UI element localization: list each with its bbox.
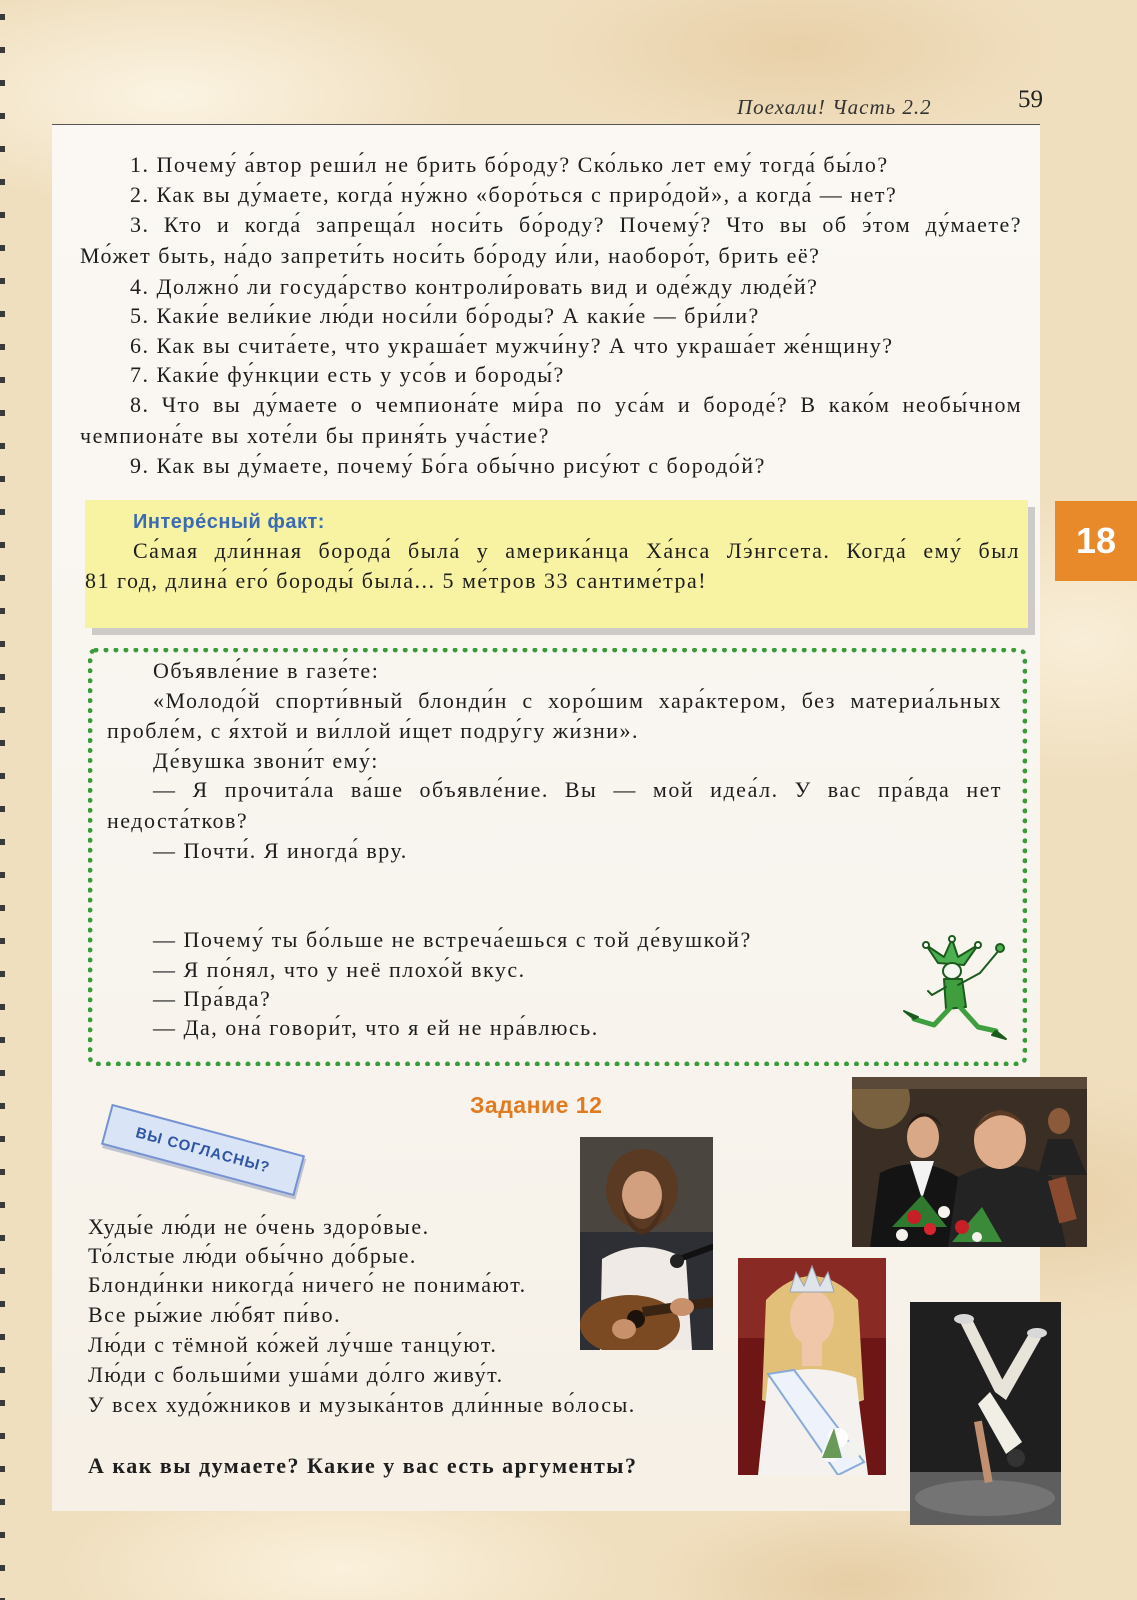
fact-line: Са́мая дли́нная борода́ была́ у америка́нца Ха́нса Лэ́нгсета. Когда́ ему́ был <box>133 538 1020 563</box>
chapter-tab: 18 <box>1055 501 1137 581</box>
joke-line: пробле́м, с я́хтой и ви́ллой и́щет подру́гу жи́зни». <box>107 718 640 743</box>
spiral-binding <box>0 0 5 1600</box>
statement: Лю́ди с тёмной ко́жей лу́чше танцу́ют. <box>88 1332 498 1357</box>
fact-line: 81 год, длина́ его́ бороды́ была́... 5 ме́тров 33 сантиме́тра! <box>85 568 708 593</box>
statement: Блонди́нки никогда́ ничего́ не понима́ют. <box>88 1272 527 1297</box>
question-line: 9. Как вы ду́маете, почему́ Бо́га обы́чно рису́ют с бородо́й? <box>130 453 766 478</box>
photo-breakdancer <box>910 1302 1061 1525</box>
question-line: 8. Что вы ду́маете о чемпиона́те ми́ра по уса́м и бороде́? В како́м необы́чном <box>130 392 1022 417</box>
joke-line: — Почему́ ты бо́льше не встреча́ешься с той де́вушкой? <box>153 927 752 952</box>
joke-line: Объявле́ние в газе́те: <box>153 658 380 683</box>
question-line: 2. Как вы ду́маете, когда́ ну́жно «боро́ться с приро́дой», а когда́ — нет? <box>130 182 898 207</box>
question-line: чемпиона́те вы хоте́ли бы приня́ть уча́стие? <box>80 423 550 448</box>
joke-line: Де́вушка звони́т ему́: <box>153 748 379 773</box>
agree-badge: ВЫ СОГЛАСНЫ? <box>101 1104 305 1196</box>
photo-two-men <box>852 1077 1087 1247</box>
statement: У всех худо́жников и музыка́нтов дли́нные во́лосы. <box>88 1392 636 1417</box>
photo-beauty-queen <box>738 1258 886 1475</box>
question-line: 6. Как вы счита́ете, что украша́ет мужчи́ну? А что украша́ет же́нщину? <box>130 333 894 358</box>
statement: Лю́ди с больши́ми уша́ми до́лго живу́т. <box>88 1362 504 1387</box>
question-line: 1. Почему́ а́втор реши́л не брить бо́роду? Ско́лько лет ему́ тогда́ бы́ло? <box>130 152 889 177</box>
jester-icon <box>900 935 1010 1050</box>
question-line: 4. Должно́ ли госуда́рство контроли́ровать вид и оде́жду люде́й? <box>130 274 819 299</box>
statement: Все ры́жие лю́бят пи́во. <box>88 1302 342 1327</box>
statement: Худы́е лю́ди не о́чень здоро́вые. <box>88 1214 430 1239</box>
question-line: 7. Каки́е фу́нкции есть у усо́в и бороды́? <box>130 362 565 387</box>
question-line: 3. Кто и когда́ запреща́л носи́ть бо́роду? Почему́? Что вы об э́том ду́маете? <box>130 212 1022 237</box>
joke-line: — Почти́. Я иногда́ вру. <box>153 838 408 863</box>
running-header: Поехали! Часть 2.2 <box>737 95 932 119</box>
joke-line: — Пра́вда? <box>153 986 272 1011</box>
joke-line: недоста́тков? <box>107 808 249 833</box>
closing-question: А как вы думаете? Какие у вас есть аргументы? <box>88 1453 638 1478</box>
joke-line: — Да, она́ говори́т, что я ей не нра́влюсь. <box>153 1015 599 1040</box>
joke-line: — Я прочита́ла ва́ше объявле́ние. Вы — мой идеа́л. У вас пра́вда нет <box>153 777 1002 802</box>
question-line: 5. Каки́е вели́кие лю́ди носи́ли бо́роды? А каки́е — бри́ли? <box>130 303 760 328</box>
question-line: Мо́жет быть, на́до запрети́ть носи́ть бо́роду и́ли, наоборо́т, брить её? <box>80 243 821 268</box>
page-number: 59 <box>1018 86 1043 113</box>
statement: То́лстые лю́ди обы́чно до́брые. <box>88 1243 417 1268</box>
task-title: Задание 12 <box>470 1092 603 1118</box>
joke-line: — Я по́нял, что у неё плохо́й вкус. <box>153 957 526 982</box>
joke-line: «Молодо́й спорти́вный блонди́н с хоро́шим хара́ктером, без материа́льных <box>153 688 1002 713</box>
photo-musician <box>580 1137 713 1350</box>
fact-title: Интере́сный факт: <box>133 511 325 533</box>
